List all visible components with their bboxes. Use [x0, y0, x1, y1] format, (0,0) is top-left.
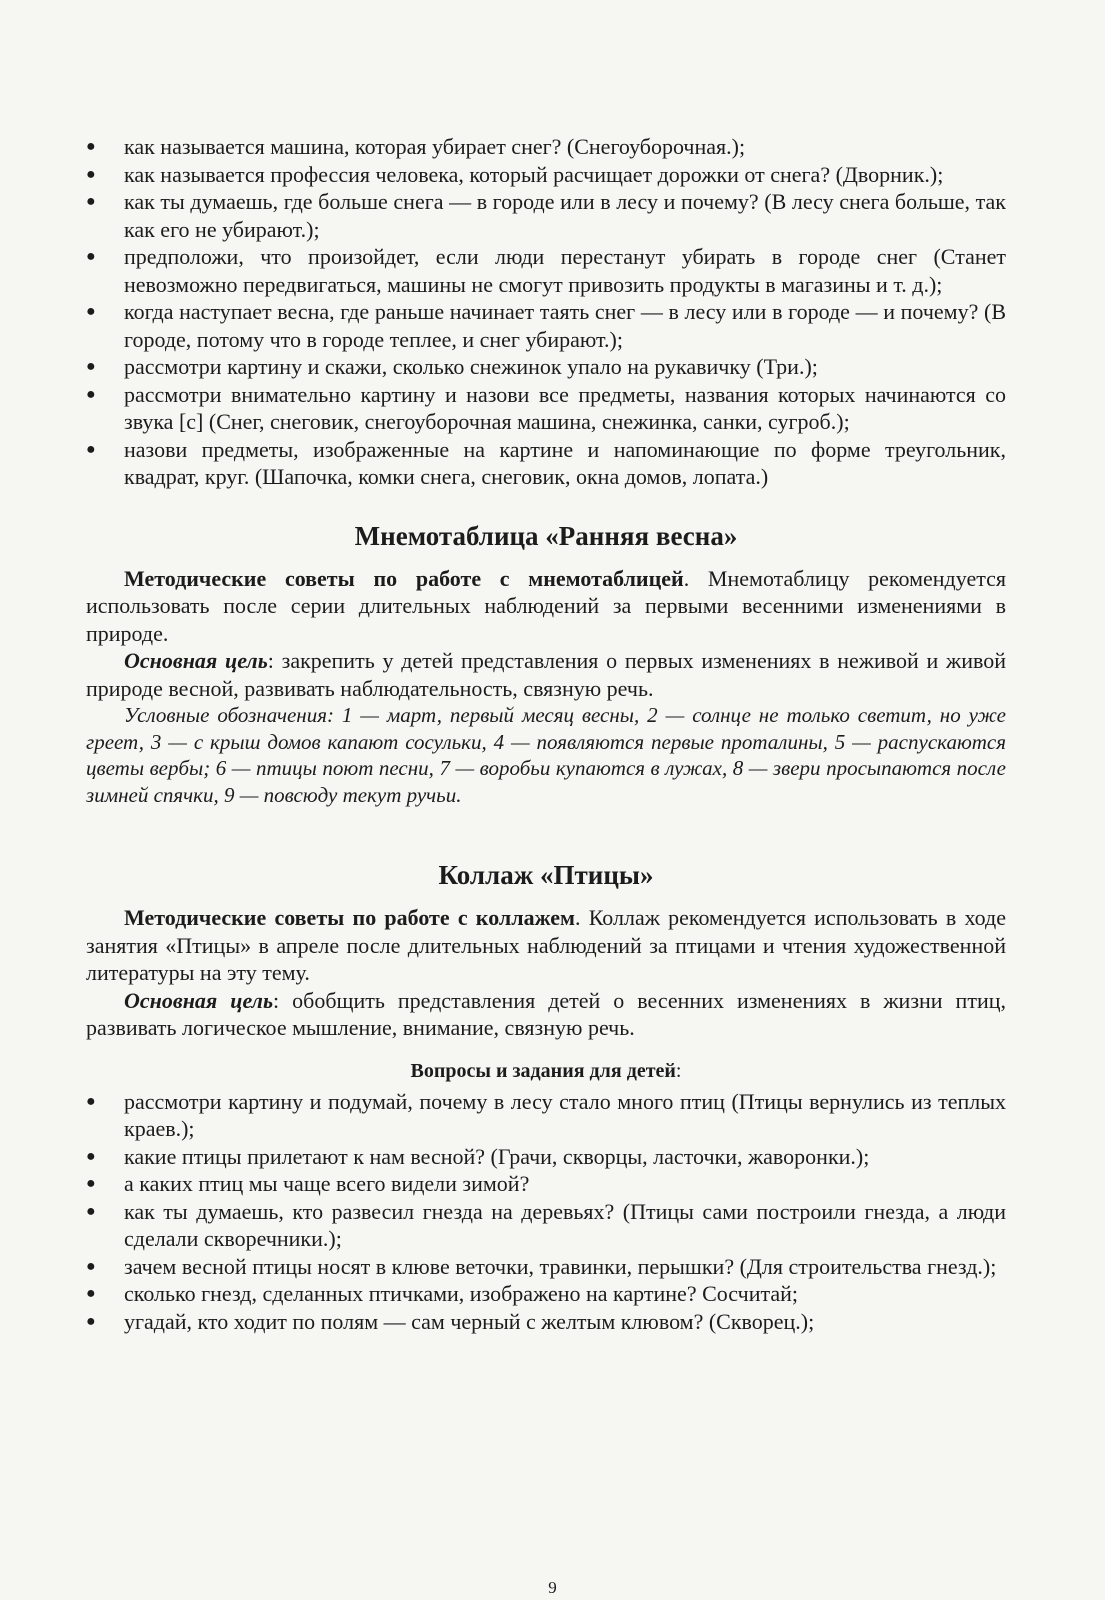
advice-label: Методические советы по работе с мнемотаблицей: [124, 565, 684, 591]
questions-subtitle: [86, 1058, 1006, 1084]
list-item: ● как называется профессия человека, который расчищает дорожки от снега? (Дворник.);: [86, 161, 1006, 189]
list-item: ● назови предметы, изображенные на картине и напоминающие по форме треугольник, квадрат, круг. (Шапочка, комки снега, снеговик, окна домов, лопата.): [86, 436, 1006, 491]
questions-title: Вопросы и задания для детей: [410, 1059, 676, 1082]
questions-list-top: [86, 133, 1006, 491]
list-item: ● когда наступает весна, где раньше начинает таять снег — в лесу или в городе — и почему? (В городе, потому что в городе теплее, и снег убирают.);: [86, 298, 1006, 353]
page-number: 9: [548, 1578, 557, 1597]
list-item: ● как называется машина, которая убирает снег? (Снегоуборочная.);: [86, 133, 1006, 161]
list-item: ● как ты думаешь, кто развесил гнезда на деревьях? (Птицы сами построили гнезда, а люди сделали скворечники.);: [86, 1198, 1006, 1253]
questions-colon: :: [675, 1059, 682, 1082]
conventions-paragraph: Условные обозначения: 1 — март, первый месяц весны, 2 — солнце не только светит, но уже греет, 3 — с крыш домов капают сосульки, 4 — появляются первые проталины, 5 — распускаются цветы вербы; 6 — птицы поют песни, 7 — воробьи купаются в лужах, 8 — звери просыпаются после зимней спячки, 9 — повсюду текут ручьи.: [86, 703, 1006, 807]
goal-paragraph: [86, 987, 1006, 1042]
goal-text: : обобщить представления детей о весенних изменениях в жизни птиц, развивать логическое мышление, внимание, связную речь.: [86, 987, 1006, 1040]
list-item: ● какие птицы прилетают к нам весной? (Грачи, скворцы, ласточки, жаворонки.);: [86, 1143, 1006, 1171]
list-item: ● а каких птиц мы чаще всего видели зимой?: [86, 1170, 1006, 1198]
list-item: ● предположи, что произойдет, если люди перестанут убирать в городе снег (Станет невозможно передвигаться, машины не смогут привозить продукты в магазины и т. д.);: [86, 243, 1006, 298]
goal-label: Основная цель: [124, 987, 274, 1013]
advice-text: . Мнемотаблицу рекомендуется использовать после серии длительных наблюдений за первыми весенними изменениями в природе.: [86, 565, 1006, 646]
goal-label: Основная цель: [124, 648, 268, 673]
list-item: ● рассмотри картину и скажи, сколько снежинок упало на рукавичку (Три.);: [86, 353, 1006, 381]
advice-label: Методические советы по работе с коллажем: [124, 905, 576, 930]
list-item: ● рассмотри картину и подумай, почему в лесу стало много птиц (Птицы вернулись из теплых краев.);: [86, 1088, 1006, 1143]
list-item: ● зачем весной птицы носят в клюве веточки, травинки, перышки? (Для строительства гнезд.);: [86, 1253, 1006, 1281]
section-title-collage: Коллаж «Птицы»: [438, 860, 654, 890]
section-title-mnemotable: Мнемотаблица «Ранняя весна»: [354, 520, 738, 551]
advice-paragraph: [86, 904, 1006, 987]
goal-paragraph: [86, 647, 1006, 702]
list-item: ● угадай, кто ходит по полям — сам черный с желтым клювом? (Скворец.);: [86, 1308, 1006, 1336]
page-content: [86, 133, 1006, 1335]
goal-text: : закрепить у детей представления о первых изменениях в неживой и живой природе весной, развивать наблюдательность, связную речь.: [86, 648, 1006, 701]
advice-text: . Коллаж рекомендуется использовать в ходе занятия «Птицы» в апреле после длительных наблюдений за птицами и чтения художественной литературы на эту тему.: [86, 905, 1006, 985]
questions-list-birds: [86, 1088, 1006, 1336]
list-item: ● как ты думаешь, где больше снега — в городе или в лесу и почему? (В лесу снега больше, так как его не убирают.);: [86, 188, 1006, 243]
list-item: ● рассмотри внимательно картину и назови все предметы, названия которых начинаются со звука [с] (Снег, снеговик, снегоуборочная машина, снежинка, санки, сугроб.);: [86, 381, 1006, 436]
advice-paragraph: [86, 565, 1006, 648]
list-item: ● сколько гнезд, сделанных птичками, изображено на картине? Сосчитай;: [86, 1280, 1006, 1308]
